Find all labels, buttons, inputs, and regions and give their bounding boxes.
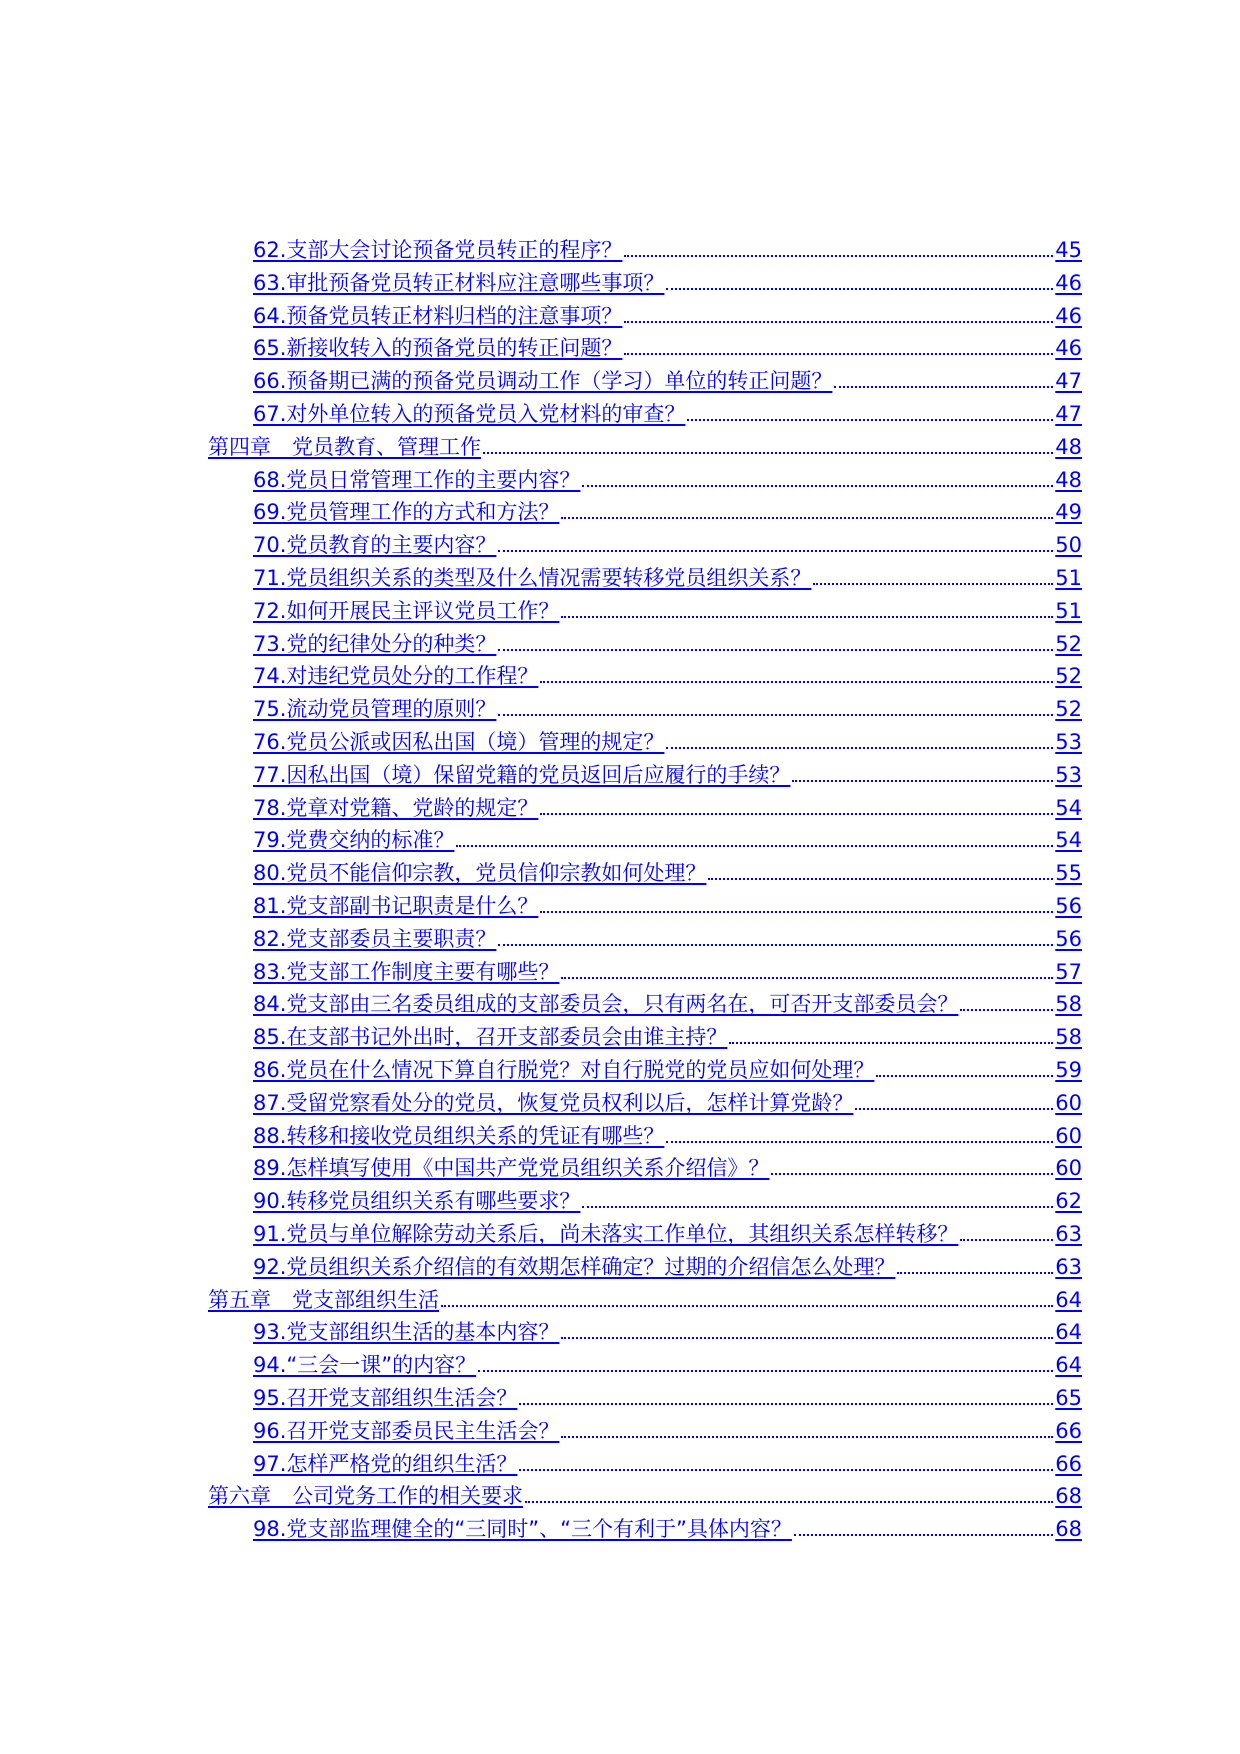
toc-dot-leader — [498, 696, 1053, 722]
toc-dot-leader — [897, 1254, 1053, 1280]
toc-item-link[interactable] — [253, 1444, 1082, 1477]
toc-page-number: 60 — [1055, 1156, 1082, 1181]
toc-entry-title: 95.召开党支部组织生活会？ — [253, 1386, 518, 1410]
toc-dot-leader — [519, 1385, 1053, 1411]
toc-page-number: 56 — [1055, 894, 1082, 918]
toc-page-number: 56 — [1055, 926, 1082, 951]
toc-entry-title: 86.党员在什么情况下算自行脱党？对自行脱党的党员应如何处理？ — [253, 1058, 875, 1082]
toc-page-number: 64 — [1055, 1287, 1082, 1312]
toc-entry-title: 70.党员教育的主要内容？ — [253, 533, 497, 558]
toc-dot-leader — [876, 1057, 1053, 1083]
toc-item-link[interactable] — [253, 1378, 1082, 1411]
toc-page-number: 48 — [1055, 434, 1082, 459]
toc-entry-title: 71.党员组织关系的类型及什么情况需要转移党员组织关系？ — [253, 566, 812, 590]
toc-page-number: 53 — [1055, 762, 1082, 787]
toc-page-number: 52 — [1055, 664, 1082, 689]
toc-entry-title: 98.党支部监理健全的“三同时”、“三个有利于”具体内容？ — [253, 1517, 792, 1542]
toc-entry-title: 第五章 党支部组织生活 — [208, 1287, 439, 1312]
toc-entry-title: 82.党支部委员主要职责？ — [253, 926, 497, 951]
toc-dot-leader — [525, 1483, 1053, 1509]
toc-item-link[interactable] — [253, 591, 1082, 624]
toc-item-link[interactable] — [253, 952, 1082, 985]
toc-entry-title: 62.支部大会讨论预备党员转正的程序？ — [253, 238, 623, 262]
toc-entry-title: 76.党员公派或因私出国（境）管理的规定？ — [253, 730, 665, 754]
toc-page-number: 45 — [1055, 238, 1082, 262]
toc-dot-leader — [561, 598, 1053, 624]
toc-dot-leader — [729, 1024, 1053, 1050]
toc-dot-leader — [792, 762, 1053, 788]
toc-entry-title: 84.党支部由三名委员组成的支部委员会，只有两名在，可否开支部委员会？ — [253, 992, 959, 1017]
toc-entry-title: 69.党员管理工作的方式和方法？ — [253, 500, 560, 525]
toc-item-link[interactable] — [253, 1017, 1082, 1050]
toc-item-link[interactable] — [253, 1181, 1082, 1214]
toc-entry-title: 80.党员不能信仰宗教，党员信仰宗教如何处理？ — [253, 861, 707, 886]
toc-page-number: 66 — [1055, 1418, 1082, 1443]
toc-page-number: 52 — [1055, 631, 1082, 656]
toc-dot-leader — [813, 565, 1053, 591]
toc-page-number: 51 — [1055, 598, 1082, 623]
toc-entry-title: 68.党员日常管理工作的主要内容？ — [253, 467, 581, 492]
toc-item-link[interactable] — [253, 755, 1082, 788]
toc-entry-title: 66.预备期已满的预备党员调动工作（学习）单位的转正问题？ — [253, 369, 833, 394]
toc-page-number: 60 — [1055, 1090, 1082, 1115]
toc-dot-leader — [540, 893, 1053, 919]
toc-entry-title: 91.党员与单位解除劳动关系后，尚未落实工作单位，其组织关系怎样转移？ — [253, 1222, 959, 1246]
toc-dot-leader — [624, 237, 1053, 263]
toc-dot-leader — [582, 467, 1053, 493]
toc-item-link[interactable] — [253, 853, 1082, 886]
toc-entry-title: 78.党章对党籍、党龄的规定？ — [253, 795, 539, 820]
toc-dot-leader — [855, 1090, 1053, 1116]
toc-page-number: 46 — [1055, 270, 1082, 295]
toc-entry-title: 90.转移党员组织关系有哪些要求？ — [253, 1189, 581, 1214]
toc-item-link[interactable] — [253, 296, 1082, 329]
toc-dot-leader — [960, 991, 1053, 1017]
toc-dot-leader — [708, 860, 1053, 886]
toc-page-number: 47 — [1055, 402, 1082, 426]
toc-dot-leader — [540, 795, 1053, 821]
toc-dot-leader — [582, 1188, 1053, 1214]
toc-page-number: 46 — [1055, 303, 1082, 328]
toc-entry-title: 77.因私出国（境）保留党籍的党员返回后应履行的手续？ — [253, 762, 791, 787]
toc-dot-leader — [540, 663, 1053, 689]
toc-dot-leader — [561, 1319, 1053, 1345]
toc-dot-leader — [441, 1287, 1053, 1313]
toc-page-number: 53 — [1055, 730, 1082, 754]
toc-entry-title: 第四章 党员教育、管理工作 — [208, 434, 481, 459]
toc-item-link[interactable] — [253, 525, 1082, 558]
toc-item-link[interactable] — [253, 788, 1082, 821]
toc-page-number: 48 — [1055, 467, 1082, 492]
toc-item-link[interactable] — [253, 460, 1082, 493]
toc-page-number: 58 — [1055, 1025, 1082, 1050]
toc-entry-title: 92.党员组织关系介绍信的有效期怎样确定？过期的介绍信怎么处理？ — [253, 1254, 896, 1279]
toc-dot-leader — [561, 499, 1053, 525]
toc-entry-title: 第六章 公司党务工作的相关要求 — [208, 1484, 523, 1509]
toc-page-number: 47 — [1055, 369, 1082, 394]
toc-page-number: 58 — [1055, 992, 1082, 1017]
toc-dot-leader — [666, 270, 1053, 296]
toc-page-number: 52 — [1055, 697, 1082, 722]
toc-page-number: 49 — [1055, 500, 1082, 525]
toc-item-link[interactable] — [253, 361, 1082, 394]
toc-item-link[interactable] — [253, 624, 1082, 657]
toc-page-number: 64 — [1055, 1353, 1082, 1378]
toc-page-number: 50 — [1055, 533, 1082, 558]
toc-entry-title: 75.流动党员管理的原则？ — [253, 697, 497, 722]
toc-dot-leader — [498, 631, 1053, 657]
toc-entry-title: 97.怎样严格党的组织生活？ — [253, 1451, 518, 1476]
toc-entry-title: 67.对外单位转入的预备党员入党材料的审查？ — [253, 402, 686, 426]
toc-entry-title: 94.“三会一课”的内容？ — [253, 1353, 477, 1378]
toc-item-link[interactable] — [253, 230, 1082, 263]
toc-entry-title: 93.党支部组织生活的基本内容？ — [253, 1320, 560, 1345]
toc-page-number: 66 — [1055, 1451, 1082, 1476]
toc-entry-title: 81.党支部副书记职责是什么？ — [253, 894, 539, 918]
toc-item-link[interactable] — [253, 1083, 1082, 1116]
toc-item-link[interactable] — [253, 984, 1082, 1017]
toc-page-number: 68 — [1055, 1517, 1082, 1542]
toc-entry-title: 88.转移和接收党员组织关系的凭证有哪些？ — [253, 1123, 665, 1148]
toc-entry-title: 96.召开党支部委员民主生活会？ — [253, 1418, 560, 1443]
toc-item-link[interactable] — [253, 1214, 1082, 1247]
toc-page-number: 54 — [1055, 795, 1082, 820]
toc-entry-title: 63.审批预备党员转正材料应注意哪些事项？ — [253, 270, 665, 295]
toc-item-link[interactable] — [253, 1509, 1082, 1542]
toc-entry-title: 74.对违纪党员处分的工作程？ — [253, 664, 539, 689]
toc-dot-leader — [624, 335, 1053, 361]
toc-item-link[interactable] — [253, 1116, 1082, 1149]
toc-chapter-link[interactable] — [208, 1476, 1082, 1509]
toc-item-link[interactable] — [253, 656, 1082, 689]
toc-dot-leader — [687, 401, 1053, 427]
toc-item-link[interactable] — [253, 886, 1082, 919]
toc-entry-title: 89.怎样填写使用《中国共产党党员组织关系介绍信》？ — [253, 1156, 770, 1181]
toc-dot-leader — [666, 1123, 1053, 1149]
toc-item-link[interactable] — [253, 919, 1082, 952]
toc-item-link[interactable] — [253, 1312, 1082, 1345]
toc-dot-leader — [498, 926, 1053, 952]
toc-dot-leader — [666, 729, 1053, 755]
toc-page-number: 55 — [1055, 861, 1082, 886]
toc-dot-leader — [960, 1221, 1053, 1247]
toc-page-number: 60 — [1055, 1123, 1082, 1148]
toc-dot-leader — [834, 368, 1053, 394]
toc-page-number: 51 — [1055, 566, 1082, 590]
toc-page-number: 62 — [1055, 1189, 1082, 1214]
toc-page-number: 54 — [1055, 828, 1082, 853]
toc-dot-leader — [771, 1155, 1053, 1181]
toc-dot-leader — [624, 303, 1053, 329]
toc-entry-title: 85.在支部书记外出时，召开支部委员会由谁主持？ — [253, 1025, 728, 1050]
toc-item-link[interactable] — [253, 558, 1082, 591]
toc-item-link[interactable] — [253, 722, 1082, 755]
toc-item-link[interactable] — [253, 1050, 1082, 1083]
toc-page-number: 65 — [1055, 1386, 1082, 1410]
toc-page-number: 57 — [1055, 959, 1082, 984]
toc-entry-title: 83.党支部工作制度主要有哪些？ — [253, 959, 560, 984]
toc-dot-leader — [456, 827, 1053, 853]
toc-item-link[interactable] — [253, 1247, 1082, 1280]
toc-page-number: 68 — [1055, 1484, 1082, 1509]
toc-page-number: 59 — [1055, 1058, 1082, 1082]
toc-dot-leader — [483, 434, 1053, 460]
toc-page-number: 46 — [1055, 336, 1082, 361]
toc-chapter-link[interactable] — [208, 427, 1082, 460]
toc-dot-leader — [794, 1516, 1053, 1542]
toc-item-link[interactable] — [253, 263, 1082, 296]
toc-item-link[interactable] — [253, 1411, 1082, 1444]
toc-entry-title: 72.如何开展民主评议党员工作？ — [253, 598, 560, 623]
toc-item-link[interactable] — [253, 689, 1082, 722]
toc-chapter-link[interactable] — [208, 1280, 1082, 1313]
toc-dot-leader — [519, 1451, 1053, 1477]
toc-entry-title: 65.新接收转入的预备党员的转正问题？ — [253, 336, 623, 361]
toc-entry-title: 79.党费交纳的标准？ — [253, 828, 455, 853]
toc-item-link[interactable] — [253, 394, 1082, 427]
toc-item-link[interactable] — [253, 492, 1082, 525]
toc-item-link[interactable] — [253, 1148, 1082, 1181]
toc-dot-leader — [498, 532, 1053, 558]
toc-dot-leader — [561, 1418, 1053, 1444]
toc-page-number: 63 — [1055, 1254, 1082, 1279]
toc-entry-title: 73.党的纪律处分的种类？ — [253, 631, 497, 656]
toc-item-link[interactable] — [253, 328, 1082, 361]
toc-item-link[interactable] — [253, 820, 1082, 853]
toc-dot-leader — [478, 1352, 1053, 1378]
toc-page-number: 64 — [1055, 1320, 1082, 1345]
toc-entry-title: 87.受留党察看处分的党员，恢复党员权利以后，怎样计算党龄？ — [253, 1090, 854, 1115]
toc-item-link[interactable] — [253, 1345, 1082, 1378]
toc-entry-title: 64.预备党员转正材料归档的注意事项？ — [253, 303, 623, 328]
toc-dot-leader — [561, 959, 1053, 985]
toc-page-number: 63 — [1055, 1222, 1082, 1246]
